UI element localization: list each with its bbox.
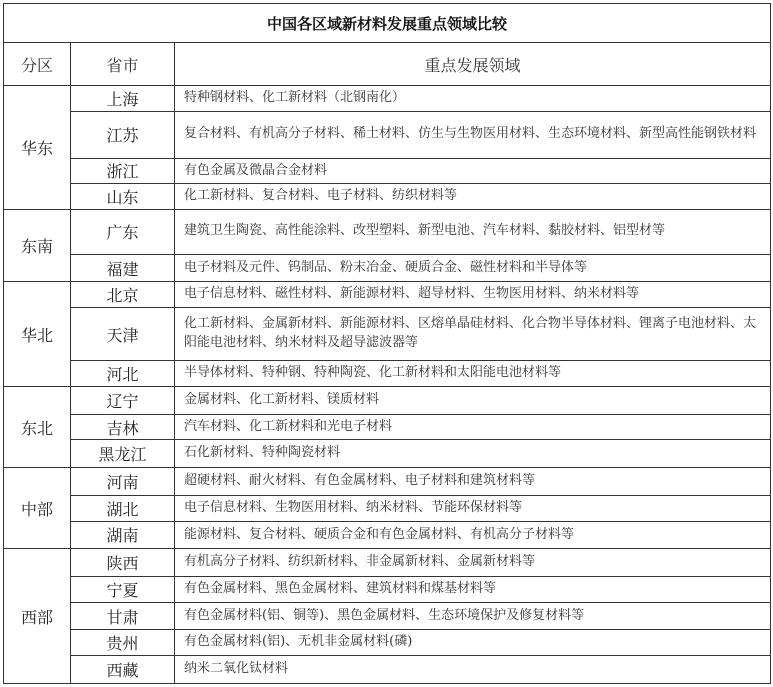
province-cell: 宁夏 bbox=[71, 577, 175, 603]
table-row bbox=[4, 521, 771, 549]
province-cell: 西藏 bbox=[71, 656, 175, 684]
table-row bbox=[4, 158, 771, 184]
fields-cell: 电子信息材料、磁性材料、新能源材料、超导材料、生物医用材料、纳米材料等 bbox=[175, 282, 771, 308]
province-cell: 天津 bbox=[71, 308, 175, 361]
table-row bbox=[4, 577, 771, 603]
fields-cell: 复合材料、有机高分子材料、稀土材料、仿生与生物医用材料、生态环境材料、新型高性能钢铁材料 bbox=[175, 111, 771, 158]
table-row bbox=[4, 495, 771, 521]
header-province: 省市 bbox=[71, 43, 175, 86]
fields-cell: 有色金属材料(铝)、无机非金属材料(磷) bbox=[175, 630, 771, 656]
fields-cell: 电子信息材料、生物医用材料、纳米材料、节能环保材料等 bbox=[175, 495, 771, 521]
fields-cell: 半导体材料、特种钢、特种陶瓷、化工新材料和太阳能电池材料等 bbox=[175, 361, 771, 387]
region-cell: 东北 bbox=[4, 387, 71, 468]
table-row bbox=[4, 254, 771, 282]
fields-cell: 特种钢材料、化工新材料（北钢南化） bbox=[175, 86, 771, 112]
table-row bbox=[4, 440, 771, 468]
province-cell: 吉林 bbox=[71, 414, 175, 440]
fields-cell: 有色金属及微晶合金材料 bbox=[175, 158, 771, 184]
province-cell: 山东 bbox=[71, 184, 175, 210]
fields-cell: 有机高分子材料、纺织新材料、非金属新材料、金属新材料等 bbox=[175, 549, 771, 577]
region-cell: 西部 bbox=[4, 549, 71, 684]
fields-cell: 有色金属材料、黑色金属材料、建筑材料和煤基材料等 bbox=[175, 577, 771, 603]
table-row bbox=[4, 414, 771, 440]
province-cell: 江苏 bbox=[71, 111, 175, 158]
table-row bbox=[4, 361, 771, 387]
province-cell: 湖北 bbox=[71, 495, 175, 521]
fields-cell: 纳米二氧化钛材料 bbox=[175, 656, 771, 684]
province-cell: 北京 bbox=[71, 282, 175, 308]
province-cell: 陕西 bbox=[71, 549, 175, 577]
table-title: 中国各区域新材料发展重点领域比较 bbox=[4, 4, 771, 43]
table-row bbox=[4, 209, 771, 254]
table-row bbox=[4, 86, 771, 112]
table-row bbox=[4, 308, 771, 361]
province-cell: 上海 bbox=[71, 86, 175, 112]
province-cell: 河北 bbox=[71, 361, 175, 387]
header-fields: 重点发展领域 bbox=[175, 43, 771, 86]
fields-cell: 超硬材料、耐火材料、有色金属材料、电子材料和建筑材料等 bbox=[175, 468, 771, 496]
fields-cell: 金属材料、化工新材料、镁质材料 bbox=[175, 387, 771, 415]
table-row bbox=[4, 602, 771, 630]
province-cell: 浙江 bbox=[71, 158, 175, 184]
fields-cell: 能源材料、复合材料、硬质合金和有色金属材料、有机高分子材料等 bbox=[175, 521, 771, 549]
table-row bbox=[4, 184, 771, 210]
region-cell: 中部 bbox=[4, 468, 71, 549]
province-cell: 贵州 bbox=[71, 630, 175, 656]
province-cell: 甘肃 bbox=[71, 602, 175, 630]
province-cell: 河南 bbox=[71, 468, 175, 496]
table-row bbox=[4, 468, 771, 496]
fields-cell: 化工新材料、金属新材料、新能源材料、区熔单晶硅材料、化合物半导体材料、锂离子电池材料、太阳能电池材料、纳米材料及超导滤波器等 bbox=[175, 308, 771, 361]
table-row bbox=[4, 549, 771, 577]
fields-cell: 建筑卫生陶瓷、高性能涂料、改型塑料、新型电池、汽车材料、黏胶材料、铝型材等 bbox=[175, 209, 771, 254]
province-cell: 湖南 bbox=[71, 521, 175, 549]
table-row bbox=[4, 111, 771, 158]
fields-cell: 电子材料及元件、钨制品、粉末冶金、硬质合金、磁性材料和半导体等 bbox=[175, 254, 771, 282]
fields-cell: 石化新材料、特种陶瓷材料 bbox=[175, 440, 771, 468]
region-cell: 华东 bbox=[4, 86, 71, 210]
table-row bbox=[4, 282, 771, 308]
fields-cell: 化工新材料、复合材料、电子材料、纺织材料等 bbox=[175, 184, 771, 210]
fields-cell: 有色金属材料(铝、铜等)、黑色金属材料、生态环境保护及修复材料等 bbox=[175, 602, 771, 630]
fields-cell: 汽车材料、化工新材料和光电子材料 bbox=[175, 414, 771, 440]
province-cell: 黑龙江 bbox=[71, 440, 175, 468]
comparison-table bbox=[3, 3, 771, 684]
region-cell: 华北 bbox=[4, 282, 71, 387]
table-row bbox=[4, 656, 771, 684]
table-row bbox=[4, 630, 771, 656]
province-cell: 福建 bbox=[71, 254, 175, 282]
province-cell: 广东 bbox=[71, 209, 175, 254]
table-row bbox=[4, 387, 771, 415]
header-region: 分区 bbox=[4, 43, 71, 86]
province-cell: 辽宁 bbox=[71, 387, 175, 415]
region-cell: 东南 bbox=[4, 209, 71, 282]
